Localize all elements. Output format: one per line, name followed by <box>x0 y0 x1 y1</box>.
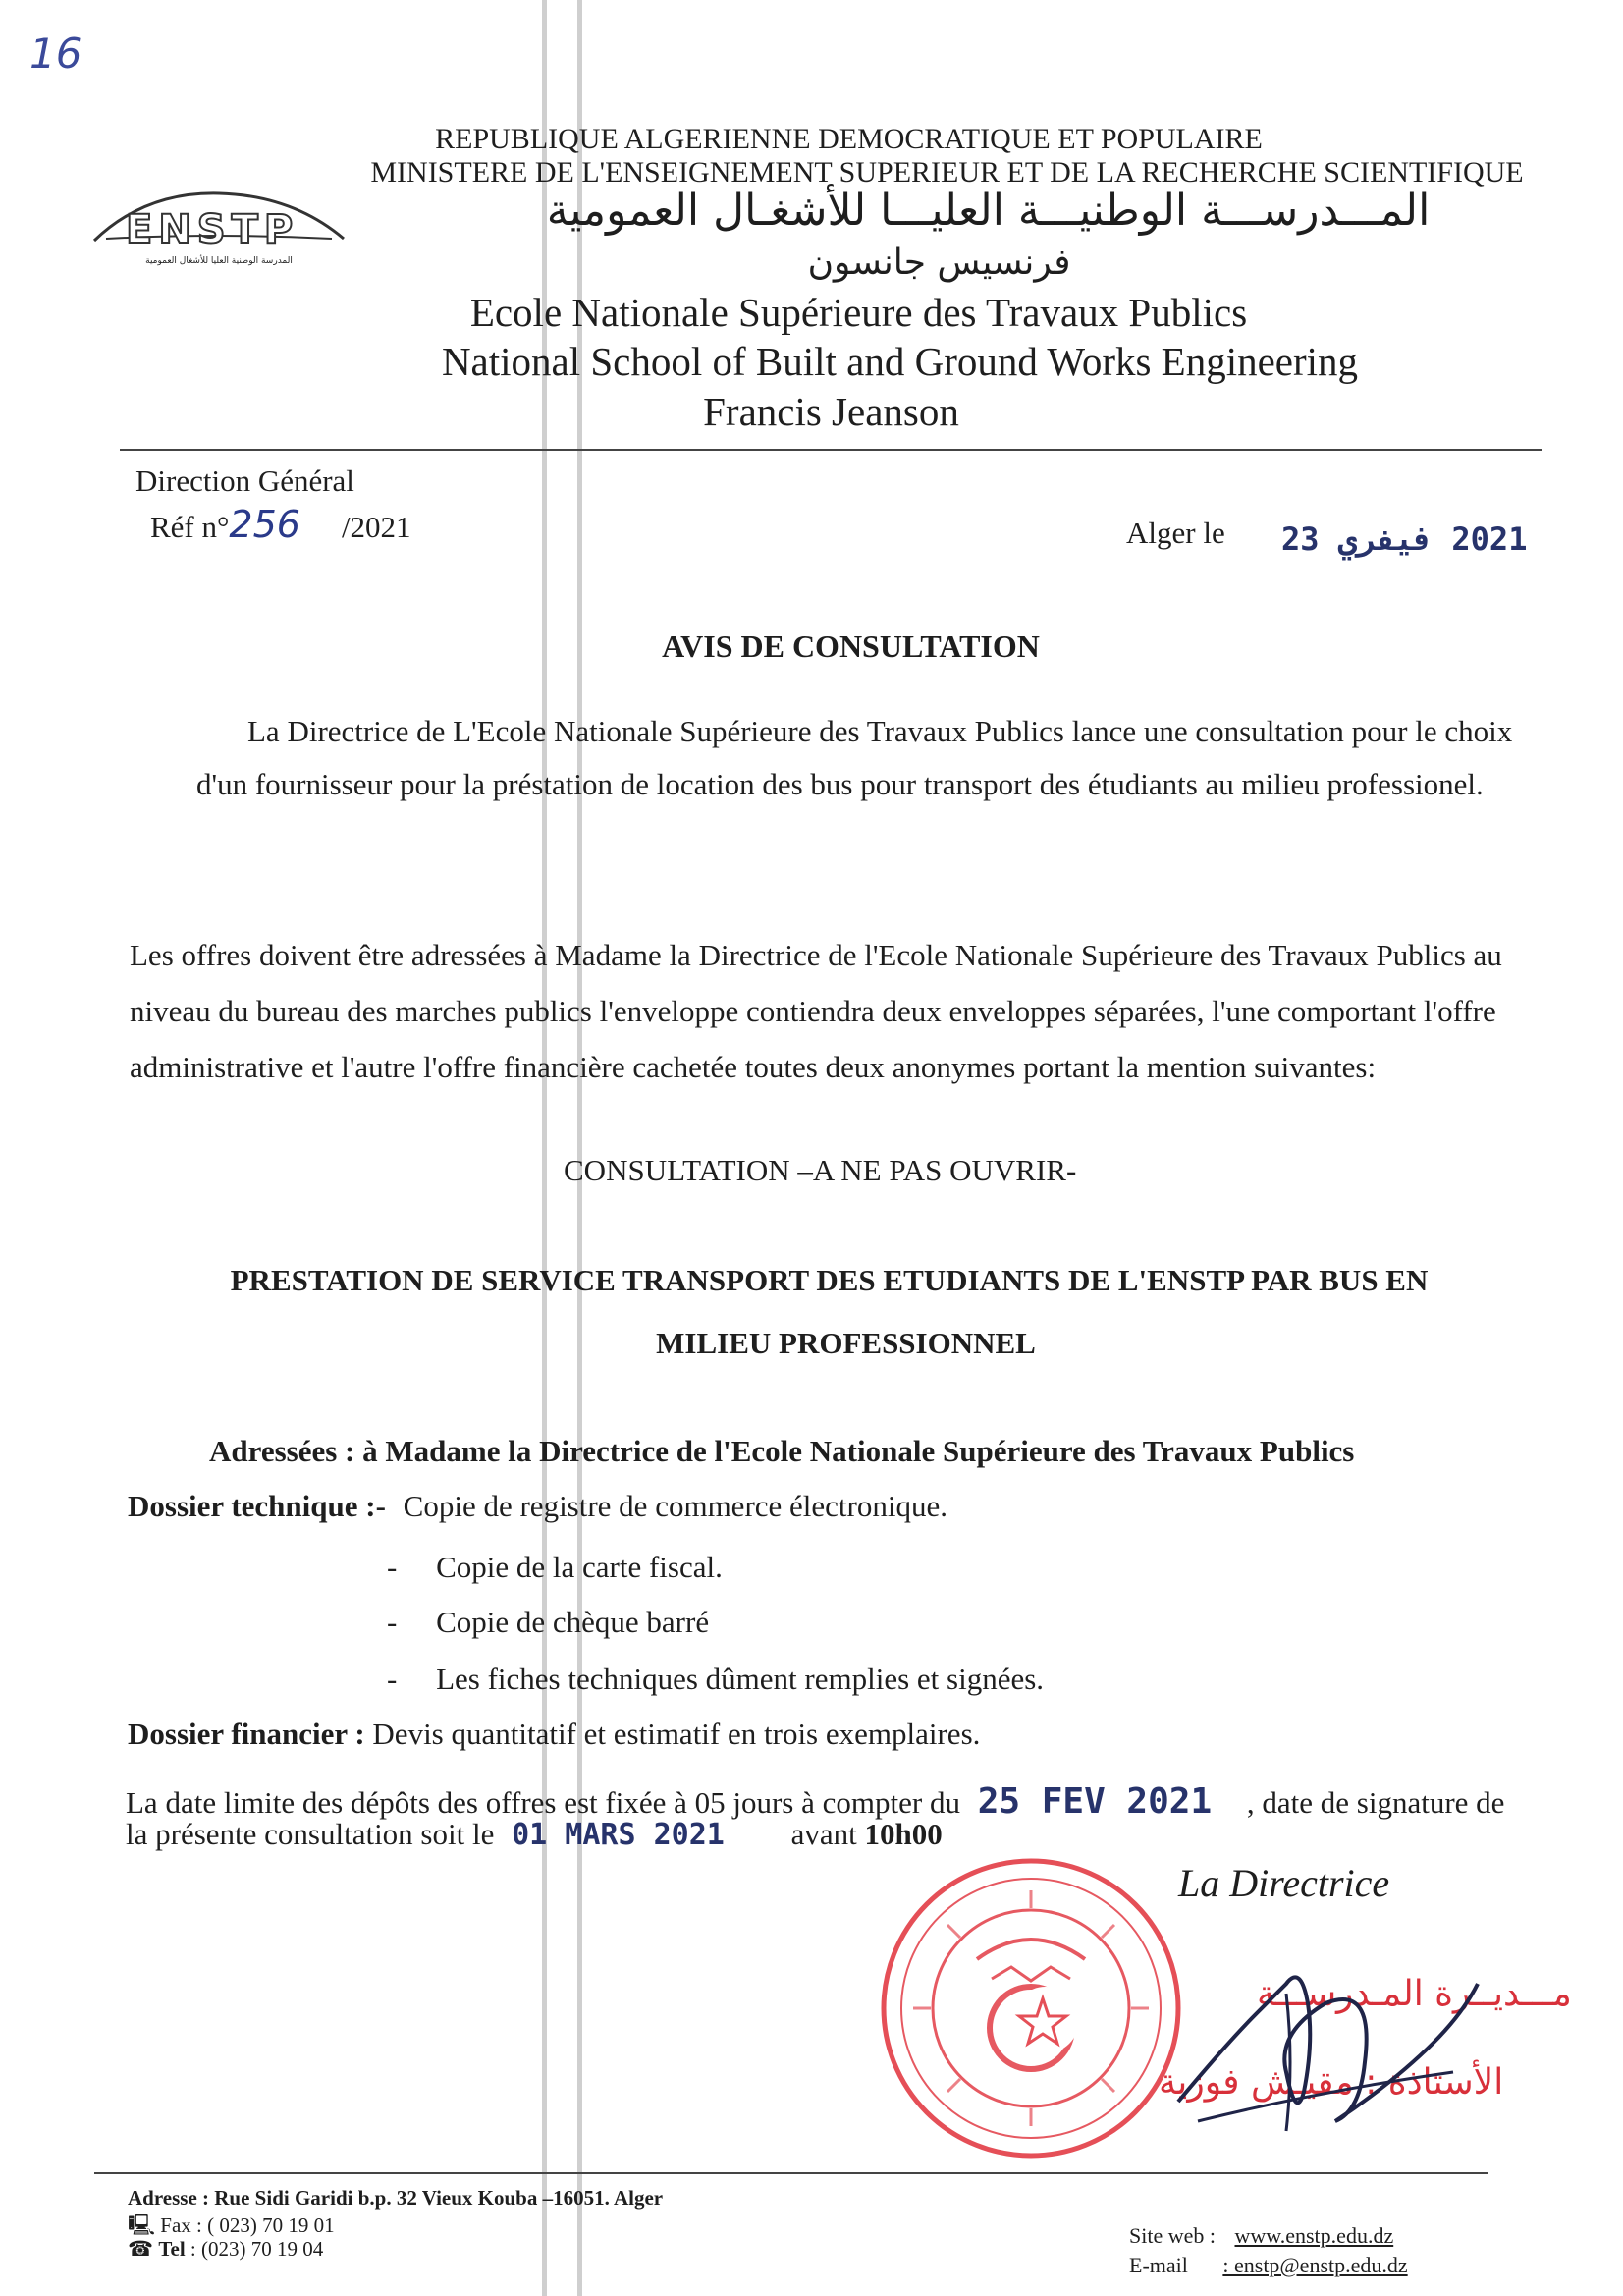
footer-web-link[interactable]: www.enstp.edu.dz <box>1234 2223 1394 2248</box>
reference-year: /2021 <box>341 510 411 544</box>
deadline-time: 10h00 <box>864 1817 943 1851</box>
dossier-financier-text: Devis quantitatif et estimatif en trois exemplaires. <box>364 1717 981 1751</box>
deadline-text-3: la présente consultation soit le <box>126 1817 495 1851</box>
phone-icon: ☎ <box>128 2237 154 2261</box>
direction-label: Direction Général <box>135 464 354 498</box>
subject-line-1: PRESTATION DE SERVICE TRANSPORT DES ETUDIANTS DE L'ENSTP PAR BUS EN <box>230 1263 1429 1297</box>
dossier-technique-first: Copie de registre de commerce électronique. <box>403 1489 947 1523</box>
handwritten-signature <box>1139 1925 1512 2141</box>
header-person: Francis Jeanson <box>703 389 959 434</box>
header-republic: REPUBLIQUE ALGERIENNE DEMOCRATIQUE ET POPULAIRE <box>435 123 1263 155</box>
signature-arabic-name: الأستاذة : مقيـش فوزية <box>1159 2062 1504 2103</box>
footer-fax-label: Fax <box>160 2214 191 2237</box>
deadline-text-2: , date de signature de <box>1246 1785 1505 1820</box>
deadline-line-1 <box>126 1781 1504 1822</box>
document-title: AVIS DE CONSULTATION <box>662 629 1040 664</box>
reference-prefix: Réf n° <box>150 510 230 544</box>
header-arabic-name: فرنسيس جانسون <box>807 243 1071 283</box>
header-school-en: National School of Built and Ground Works Engineering <box>441 339 1359 384</box>
reference-number: 256 <box>229 503 300 546</box>
deadline-stamp-1: 25 FEV 2021 <box>977 1781 1213 1822</box>
dossier-financier-label: Dossier financier : <box>128 1717 365 1751</box>
footer-address-label: Adresse : <box>128 2186 210 2210</box>
list-item-text: Copie de chèque barré <box>436 1605 710 1639</box>
list-dash: - <box>387 1662 398 1696</box>
deadline-line-2 <box>126 1817 943 1852</box>
footer-web <box>1129 2223 1393 2249</box>
header-school-fr: Ecole Nationale Supérieure des Travaux Publics <box>469 290 1248 335</box>
footer-address <box>128 2186 663 2211</box>
list-item-text: Les fiches techniques dûment remplies et signées. <box>436 1662 1045 1696</box>
dossier-technique <box>128 1489 947 1524</box>
footer-web-label: Site web : <box>1129 2223 1216 2248</box>
list-item <box>387 1605 709 1640</box>
header-ministry: MINISTERE DE L'ENSEIGNEMENT SUPERIEUR ET DE LA RECHERCHE SCIENTIFIQUE <box>370 156 1524 189</box>
list-item-text: Copie de la carte fiscal. <box>436 1550 723 1584</box>
deadline-stamp-2: 01 MARS 2021 <box>512 1818 725 1852</box>
page-mark: 16 <box>29 29 82 78</box>
place-label: Alger le <box>1126 516 1225 550</box>
list-dash: - <box>387 1550 398 1584</box>
mention-line: CONSULTATION –A NE PAS OUVRIR- <box>564 1153 1077 1187</box>
deadline-text-1: La date limite des dépôts des offres est fixée à 05 jours à compter du <box>126 1785 960 1820</box>
offers-paragraph: Les offres doivent être adressées à Madame la Directrice de l'Ecole Nationale Supérieure des Travaux Publics au niveau du bureau des marches publics l'enveloppe contiendra deux enveloppes séparées, l'une comportant l'offre administrative et l'autre l'offre financière cachetée toutes deux anonymes portant la mention suivantes: <box>130 938 1502 1084</box>
intro-paragraph: La Directrice de L'Ecole Nationale Supérieure des Travaux Publics lance une consultation pour le choix d'un fournisseur pour la préstation de location des bus pour transport des étudiants au milieu professionel. <box>196 714 1513 801</box>
enstp-logo <box>86 182 352 290</box>
list-item <box>387 1662 1044 1697</box>
computer-icon: 🖳 <box>128 2214 156 2237</box>
footer-tel <box>128 2237 323 2262</box>
dossier-financier <box>128 1717 980 1752</box>
header-arabic-school: المـــدرســـة الوطنيـــة العليـــا للأشغـال العمومية <box>546 186 1431 236</box>
signature-arabic-role: مـــديــرة المـدرســـة <box>1257 1974 1572 2014</box>
header-divider <box>120 449 1542 451</box>
addressed-line: Adressées : à Madame la Directrice de l'Ecole Nationale Supérieure des Travaux Publics <box>209 1434 1355 1468</box>
footer-mail-label: E-mail <box>1129 2253 1188 2277</box>
date-stamp: 2021 فيفري 23 <box>1281 520 1528 558</box>
footer-mail <box>1129 2253 1408 2278</box>
subject-line-2: MILIEU PROFESSIONNEL <box>656 1326 1036 1360</box>
logo-subtitle: المدرسة الوطنية العليا للأشغال العمومية <box>145 256 293 266</box>
footer-fax-number: : ( 023) 70 19 01 <box>196 2214 335 2237</box>
footer-mail-link[interactable]: : enstp@enstp.edu.dz <box>1222 2253 1408 2277</box>
list-item <box>387 1550 723 1585</box>
list-dash: - <box>387 1605 398 1639</box>
dossier-technique-label: Dossier technique :- <box>128 1489 386 1523</box>
footer-tel-number: : (023) 70 19 04 <box>189 2237 324 2261</box>
reference <box>150 503 411 546</box>
signature-icon <box>1139 1925 1512 2141</box>
footer-address-text: Rue Sidi Garidi b.p. 32 Vieux Kouba –16051. Alger <box>214 2186 664 2210</box>
logo-text: ENSTP <box>126 207 299 252</box>
signature-title: La Directrice <box>1178 1861 1390 1905</box>
footer-divider <box>94 2172 1488 2174</box>
deadline-text-4: avant <box>790 1817 857 1851</box>
footer-tel-label: Tel <box>158 2237 186 2261</box>
